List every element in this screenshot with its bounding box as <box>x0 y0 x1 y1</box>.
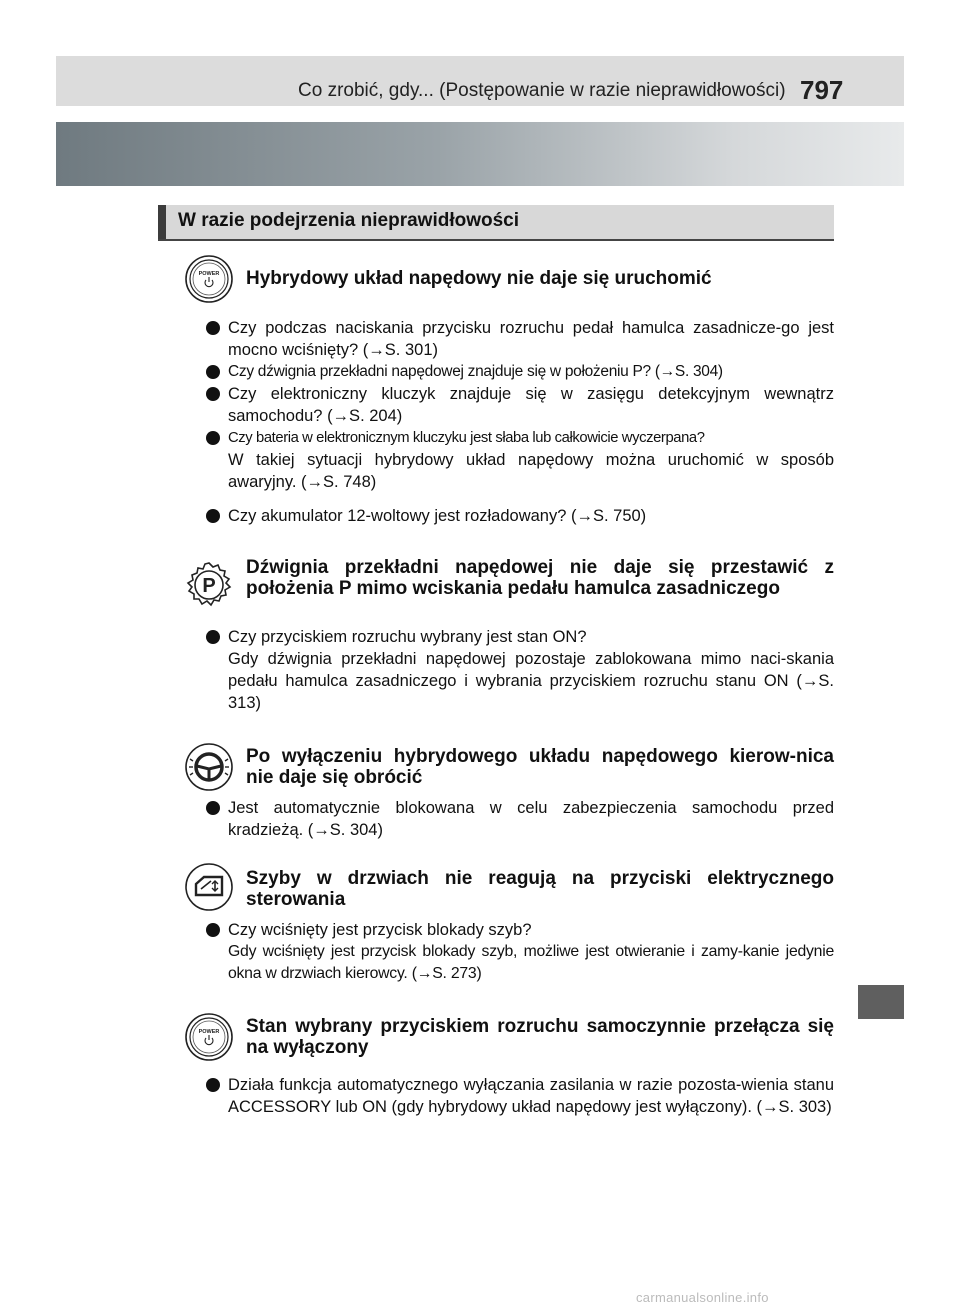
bullet-dot-icon <box>206 630 220 644</box>
bullet-item: Czy dźwignia przekładni napędowej znajduje się w położeniu P? (→S. 304) <box>206 361 834 383</box>
svg-text:POWER: POWER <box>198 271 220 277</box>
decorative-gradient-band <box>56 122 904 186</box>
item-body-park-lock <box>206 626 834 714</box>
bullet-item: Czy podczas naciskania przycisku rozruchu pedał hamulca zasadnicze-go jest mocno wciśnięty? (→S. 301) <box>206 317 834 361</box>
paragraph: Gdy dźwignia przekładni napędowej pozostaje zablokowana mimo naci-skania pedału hamulca zasadniczego i wybrania przyciskiem rozruchu stanu ON (→S. 313) <box>228 650 834 712</box>
item-title-auto-off: Stan wybrany przyciskiem rozruchu samoczynnie przełącza się na wyłączony <box>246 1016 834 1058</box>
svg-text:POWER: POWER <box>198 1029 220 1035</box>
bullet-item: Czy przyciskiem rozruchu wybrany jest stan ON? <box>206 626 834 648</box>
section-header-bar <box>158 205 166 239</box>
bullet-item: Czy elektroniczny kluczyk znajduje się w zasięgu detekcyjnym wewnątrz samochodu? (→S. 204) <box>206 383 834 427</box>
bullet-dot-icon <box>206 1078 220 1092</box>
park-gear-icon <box>184 560 234 610</box>
svg-text:P: P <box>202 575 216 597</box>
steering-lock-icon <box>184 742 234 792</box>
bullet-dot-icon <box>206 387 220 401</box>
bullet-dot-icon <box>206 509 220 523</box>
item-body-hybrid-start <box>206 317 834 527</box>
section-title: W razie podejrzenia nieprawidłowości <box>178 210 520 231</box>
power-button-icon <box>184 1012 234 1062</box>
paragraph: Gdy wciśnięty jest przycisk blokady szyb, możliwe jest otwieranie i zamy-kanie jedynie okna w drzwiach kierowcy. (→S. 273) <box>228 943 834 982</box>
bullet-item: Jest automatycznie blokowana w celu zabezpieczenia samochodu przed kradzieżą. (→S. 304) <box>206 797 834 841</box>
paragraph: W takiej sytuacji hybrydowy układ napędowy można uruchomić w sposób awaryjny. (→S. 748) <box>228 451 834 491</box>
item-title-park-lock: Dźwignia przekładni napędowej nie daje się przestawić z położenia P mimo wciskania pedału hamulca zasadniczego <box>246 557 834 599</box>
item-title-steering-lock: Po wyłączeniu hybrydowego układu napędowego kierow-nica nie daje się obrócić <box>246 746 834 788</box>
bullet-dot-icon <box>206 365 220 379</box>
chapter-side-tab <box>858 985 904 1019</box>
bullet-item: Czy bateria w elektronicznym kluczyku jest słaba lub całkowicie wyczerpana? <box>206 427 834 449</box>
power-window-icon <box>184 862 234 912</box>
page-number: 797 <box>800 75 844 105</box>
item-body-power-window <box>206 919 834 985</box>
power-button-icon <box>184 254 234 304</box>
bullet-dot-icon <box>206 923 220 937</box>
item-title-hybrid-start: Hybrydowy układ napędowy nie daje się uruchomić <box>246 268 712 289</box>
item-title-power-window: Szyby w drzwiach nie reagują na przyciski elektrycznego sterowania <box>246 868 834 910</box>
bullet-item: Działa funkcja automatycznego wyłączania zasilania w razie pozosta-wienia stanu ACCESSORY lub ON (gdy hybrydowy układ napędowy jest wyłączony). (→S. 303) <box>206 1074 834 1118</box>
bullet-dot-icon <box>206 431 220 445</box>
section-header <box>158 205 834 241</box>
bullet-dot-icon <box>206 801 220 815</box>
bullet-item: Czy akumulator 12-woltowy jest rozładowany? (→S. 750) <box>206 505 834 527</box>
footer-watermark: carmanualsonline.info <box>636 1290 769 1305</box>
header-title: Co zrobić, gdy... (Postępowanie w razie nieprawidłowości) <box>298 80 786 101</box>
item-body-steering-lock <box>206 797 834 841</box>
bullet-item: Czy wciśnięty jest przycisk blokady szyb? <box>206 919 834 941</box>
item-body-auto-off <box>206 1074 834 1118</box>
bullet-dot-icon <box>206 321 220 335</box>
